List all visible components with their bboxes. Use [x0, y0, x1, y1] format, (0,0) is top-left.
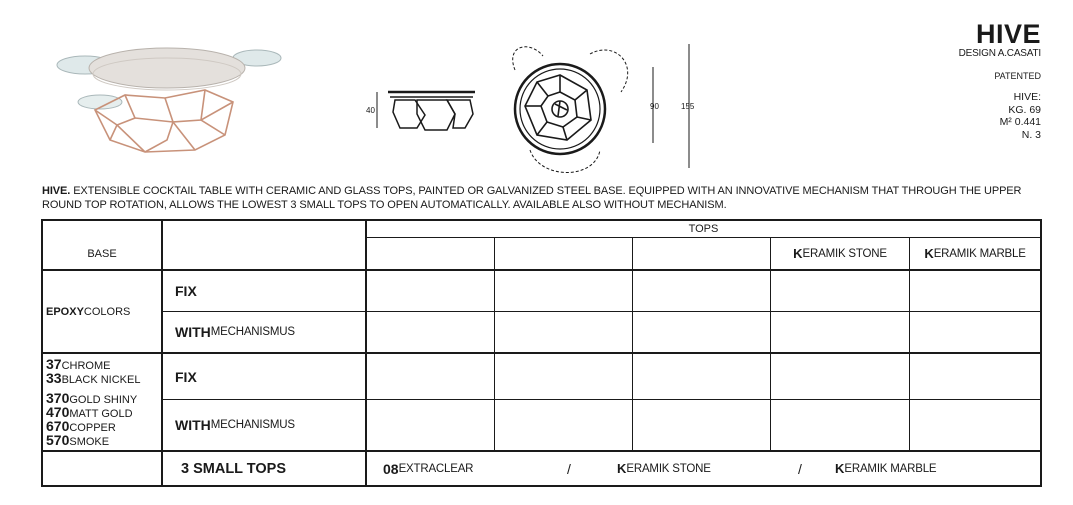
color-item-matt-gold: 470MATT GOLD — [46, 404, 133, 420]
row-with-mechanismus-metal: WITH MECHANISMUS — [175, 417, 295, 433]
spec-volume: M² 0.441 — [999, 116, 1041, 128]
small-tops-option-extraclear: 08 EXTRACLEAR — [383, 460, 474, 477]
copper-frame — [95, 90, 233, 152]
finishes-table — [41, 219, 1042, 487]
small-tops-separator-1: / — [567, 460, 571, 477]
small-tops-option-keramik-marble: K ERAMIK MARBLE — [835, 461, 937, 476]
base-epoxy-colors: EPOXY COLORS — [46, 305, 131, 318]
color-item-black-nickel: 33BLACK NICKEL — [46, 370, 141, 386]
designer-credit: DESIGN A.CASATI — [958, 48, 1041, 59]
color-item-gold-shiny: 370GOLD SHINY — [46, 390, 138, 406]
ceramic-top — [89, 48, 245, 88]
product-specs — [959, 91, 1041, 141]
row-with-mechanismus-epoxy: WITH MECHANISMUS — [175, 324, 295, 340]
side-view — [388, 92, 475, 130]
spec-packages: N. 3 — [1021, 128, 1041, 141]
product-description — [42, 184, 1047, 212]
small-tops-option-keramik-stone: K ERAMIK STONE — [617, 461, 711, 476]
small-tops-label: 3 SMALL TOPS — [181, 460, 287, 477]
spec-name: HIVE: — [1013, 91, 1041, 103]
product-photo — [55, 40, 285, 160]
tops-col-keramik-stone: K ERAMIK STONE — [793, 246, 887, 261]
base-divider — [161, 219, 163, 487]
tops-header: TOPS — [688, 223, 719, 235]
top-view — [513, 47, 628, 173]
product-title: HIVE — [975, 19, 1041, 49]
tops-col-divider-2 — [632, 237, 633, 451]
color-item-copper: 670COPPER — [46, 418, 116, 434]
row-fix-epoxy: FIX — [175, 283, 197, 299]
color-item-smoke: 570SMOKE — [46, 432, 110, 448]
small-tops-separator-2: / — [798, 460, 802, 477]
description-lead: HIVE. — [42, 185, 71, 197]
rowlabel-divider — [365, 219, 367, 487]
base-header: BASE — [87, 248, 117, 260]
table-border-bottom — [41, 485, 1042, 487]
table-border-right — [1040, 219, 1042, 487]
row-fix-metal: FIX — [175, 368, 197, 385]
tops-col-keramik-marble: K ERAMIK MARBLE — [924, 246, 1026, 261]
patented-label: PATENTED — [994, 71, 1041, 81]
tops-col-divider-4 — [909, 237, 910, 451]
metal-color-list — [46, 358, 140, 448]
dim-label-40: 40 — [366, 106, 375, 115]
product-header — [959, 20, 1041, 141]
technical-drawing — [355, 40, 705, 175]
description-text: EXTENSIBLE COCKTAIL TABLE WITH CERAMIC AND GLASS TOPS, PAINTED OR GALVANIZED STEEL BASE. EQUIPPED WITH AN INNOVATIVE MECHANISM THAT THROUGH THE UPPER ROUND TOP ROTATION, ALLOWS THE LOWEST 3 SMALL TOPS TO OPEN AUTOMATICALLY. AVAILABLE ALSO WITHOUT MECHANISM. — [42, 185, 1022, 211]
tops-col-divider-3 — [770, 237, 771, 451]
tops-col-divider-1 — [494, 237, 495, 451]
color-item-chrome: 37CHROME — [46, 356, 111, 372]
dim-label-90: 90 — [650, 102, 659, 111]
dim-label-155: 155 — [681, 102, 695, 111]
spec-weight: KG. 69 — [1008, 103, 1041, 116]
